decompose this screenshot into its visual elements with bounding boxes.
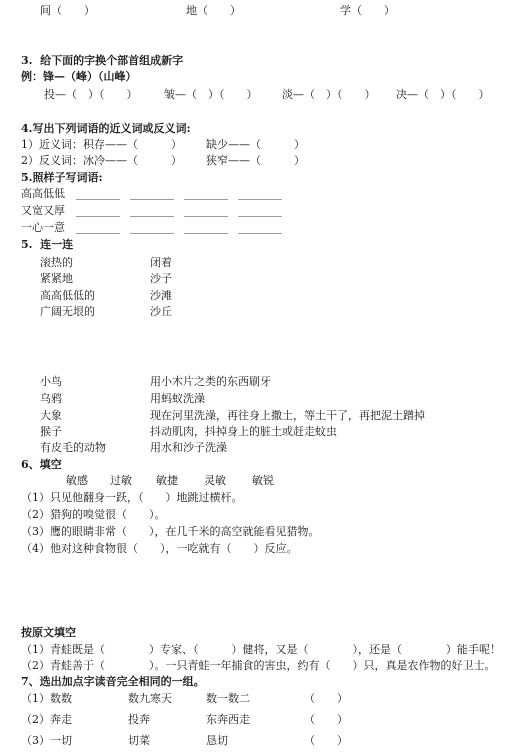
q5a-blank: ________: [130, 221, 174, 234]
match2-right-5: 用水和沙子洗澡: [150, 441, 227, 454]
q3-item-2: 皱—（ ）（ ）: [164, 88, 258, 101]
q4-row1-b: 缺少——（ ）: [206, 138, 305, 151]
q5b-right-1: 闭着: [150, 256, 172, 269]
q5a-blank: ________: [76, 221, 120, 234]
q5a-blank: ________: [184, 221, 228, 234]
q7-row2-d: （ ）: [304, 713, 348, 726]
q7-row2-b: 投奔: [128, 713, 150, 726]
q5a-blank: ________: [184, 187, 228, 200]
q6-title: 6、填空: [21, 458, 62, 471]
q7-row1-b: 数九寒天: [128, 692, 172, 705]
q5b-left-1: 滚热的: [40, 256, 73, 269]
q5a-blank: ________: [130, 204, 174, 217]
q5a-blank: ________: [76, 204, 120, 217]
match2-right-2: 用蚂蚁洗澡: [150, 392, 205, 405]
q3-example: 例：锋—（峰）（山峰）: [21, 70, 137, 83]
q5a-row-3: 一心一意: [21, 221, 65, 234]
q4-row1-a: 1）近义词：积存——（ ）: [21, 138, 182, 151]
q7-row1-c: 数一数二: [206, 692, 250, 705]
match2-right-3: 现在河里洗澡，再往身上撒土，等土干了，再把泥土蹭掉: [150, 409, 425, 422]
q7-title: 7、选出加点字读音完全相同的一组。: [21, 675, 205, 688]
match2-right-1: 用小木片之类的东西刷牙: [150, 375, 271, 388]
match2-left-3: 大象: [40, 409, 62, 422]
q3-item-4: 决—（ ）（ ）: [396, 88, 490, 101]
q3-item-3: 淡—（ ）（ ）: [282, 88, 376, 101]
q5a-blank: ________: [238, 221, 282, 234]
q5b-right-4: 沙丘: [150, 305, 172, 318]
q4-title: 4.写出下列词语的近义词或反义词:: [21, 122, 191, 135]
q7-row2-a: （2）奔走: [21, 713, 72, 726]
q5b-left-3: 高高低低的: [40, 289, 95, 302]
q6-word-1: 敏感: [66, 474, 88, 487]
q5b-left-2: 紧紧地: [40, 272, 73, 285]
q6-item-4: （4）他对这种食物很（ ），一吃就有（ ）反应。: [21, 542, 298, 555]
q5a-blank: ________: [238, 187, 282, 200]
fill-title: 按原文填空: [21, 626, 76, 639]
match2-left-4: 猴子: [40, 425, 62, 438]
q7-row3-d: （ ）: [304, 734, 348, 747]
q6-item-2: （2）猎狗的嗅觉很（ ）。: [21, 508, 166, 521]
q6-word-4: 灵敏: [204, 474, 226, 487]
match2-left-1: 小鸟: [40, 375, 62, 388]
q6-word-5: 敏锐: [252, 474, 274, 487]
q5a-blank: ________: [130, 187, 174, 200]
q5a-title: 5.照样子写词语:: [21, 171, 103, 184]
q5a-blank: ________: [76, 187, 120, 200]
q5b-title: 5. 连一连: [21, 238, 74, 251]
q6-word-3: 敏捷: [156, 474, 178, 487]
q7-row1-a: （1）数数: [21, 692, 72, 705]
q6-word-2: 过敏: [110, 474, 132, 487]
q7-row1-d: （ ）: [304, 692, 348, 705]
match2-left-5: 有皮毛的动物: [40, 441, 106, 454]
q7-row2-c: 东奔西走: [206, 713, 250, 726]
q5b-right-3: 沙滩: [150, 289, 172, 302]
q3-title: 3. 给下面的字换个部首组成新字: [21, 54, 184, 67]
fill-item-2: （2）青蛙善于（ ）。一只青蛙一年捕食的害虫，约有（ ）只，真是农作物的好卫士。: [21, 659, 496, 672]
q6-item-1: （1）只见他翻身一跃，（ ）地跳过横杆。: [21, 491, 243, 504]
top-row-item-2: 地（ ）: [186, 4, 241, 17]
q5a-blank: ________: [238, 204, 282, 217]
q5a-blank: ________: [184, 204, 228, 217]
q7-row3-b: 切菜: [128, 734, 150, 747]
q4-row2-b: 狭窄——（ ）: [206, 154, 305, 167]
q4-row2-a: 2）反义词：冰冷——（ ）: [21, 154, 182, 167]
q7-row3-a: （3）一切: [21, 734, 72, 747]
q7-row3-c: 恳切: [206, 734, 228, 747]
q5b-right-2: 沙子: [150, 272, 172, 285]
q5b-left-4: 广阔无垠的: [40, 305, 95, 318]
match2-left-2: 乌鸦: [40, 392, 62, 405]
q3-item-1: 投—（ ）（ ）: [44, 88, 138, 101]
top-row-item-3: 学（ ）: [340, 4, 395, 17]
fill-item-1: （1）青蛙既是（ ）专家、（ ）健将，又是（ ），还是（ ）能手呢！: [21, 643, 501, 656]
match2-right-4: 抖动肌肉，抖掉身上的脏土或赶走蚊虫: [150, 425, 337, 438]
q5a-row-1: 高高低低: [21, 187, 65, 200]
q6-item-3: （3）鹰的眼睛非常（ ），在几千米的高空就能看见猎物。: [21, 525, 320, 538]
top-row-item-1: 间（ ）: [40, 4, 95, 17]
q5a-row-2: 又宽又厚: [21, 204, 65, 217]
